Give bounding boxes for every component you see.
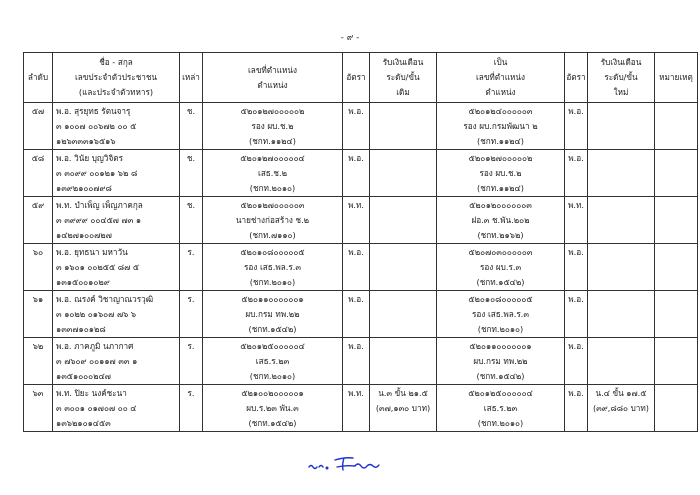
header-salary-new: รับเงินเดือน ระดับ/ขั้น ใหม่ (588, 53, 655, 103)
salary-old-cell: น.๓ ขั้น ๒๑.๕ (๓๗,๑๓๐ บาท) (370, 385, 437, 432)
rate-new-cell: พ.อ. (565, 291, 588, 338)
remark-cell (655, 244, 698, 291)
rate-new-cell: พ.ท. (565, 197, 588, 244)
new-position-code: (ชกท.๑๑๒๔) (477, 183, 524, 193)
new-position-cell (437, 150, 565, 197)
header-name: ชื่อ - สกุล เลขประจำตัวประชาชน (และประจำตัวทหาร) (53, 53, 180, 103)
header-salary-old: รับเงินเดือน ระดับ/ขั้น เดิม (370, 53, 437, 103)
rate-cell: พ.ท. (343, 197, 370, 244)
position-number: ๕๒๑๐๐๒๐๐๐๐๐๑ (241, 388, 304, 398)
table-row (24, 291, 698, 338)
corps-cell: ช. (180, 103, 203, 150)
table-row (24, 385, 698, 432)
table-row (24, 338, 698, 385)
citizen-id: ๓ ๓๐๙๙ ๐๐๑๒๑ ๖๒ ๘ (56, 168, 138, 178)
citizen-id: ๓ ๗๖๐๙ ๐๐๑๑๗ ๓๓ ๑ (56, 356, 138, 366)
rate-cell: พ.อ. (343, 291, 370, 338)
name-cell (53, 103, 180, 150)
new-position-number: ๕๒๐๑๒๔๐๐๐๐๐๓ (468, 106, 533, 116)
new-position-title: เสธ.ร.๒๓ (483, 403, 518, 413)
new-position-number: ๕๒๐๑๐๘๐๐๐๐๐๕ (468, 294, 533, 304)
corps-cell: ช. (180, 197, 203, 244)
new-position-title: ฝอ.๓ ช.พัน.๒๐๒ (471, 215, 530, 225)
salary-old-cell (370, 197, 437, 244)
position-title: รอง ผบ.ช.๒ (251, 121, 294, 131)
citizen-id: ๓ ๑๐๐๗ ๐๐๖๗๒ ๐๐ ๕ (56, 121, 137, 131)
table-row (24, 150, 698, 197)
rate-cell: พ.อ. (343, 103, 370, 150)
order-cell: ๖๐ (24, 244, 53, 291)
person-name: พ.ท. ปิยะ นงค์ชะนา (56, 388, 127, 398)
table-row (24, 103, 698, 150)
salary-new-cell (588, 103, 655, 150)
salary-new-cell (588, 338, 655, 385)
rate-new-cell: พ.อ. (565, 385, 588, 432)
order-cell: ๖๒ (24, 338, 53, 385)
name-cell (53, 291, 180, 338)
order-cell: ๖๑ (24, 291, 53, 338)
position-cell (203, 150, 343, 197)
military-id: ๑๒๖๓๓๓๑๖๕๑๖ (56, 136, 116, 146)
rate-cell: พ.อ. (343, 150, 370, 197)
military-id: ๑๓๓๗๑๐๑๒๘ (56, 324, 106, 334)
remark-cell (655, 291, 698, 338)
salary-old-cell (370, 150, 437, 197)
position-title: เสธ.ร.๒๓ (255, 356, 290, 366)
person-name: พ.อ. ณรงค์ วิชาญาณวรวุฒิ (56, 294, 154, 304)
new-position-code: (ชกท.๑๕๔๒) (476, 277, 525, 287)
position-title: ผบ.กรม ทพ.๒๒ (245, 309, 300, 319)
military-id: ๑๓๑๕๐๐๑๐๒๙ (56, 277, 110, 287)
salary-new-cell (588, 244, 655, 291)
name-cell (53, 197, 180, 244)
position-code: (ชกท.๑๕๔๒) (248, 418, 297, 428)
position-cell (203, 338, 343, 385)
position-number: ๕๒๐๑๒๗๐๐๐๐๐๓ (240, 200, 305, 210)
rate-cell: พ.ท. (343, 385, 370, 432)
position-code: (ชกท.๒๐๑๐) (249, 371, 296, 381)
citizen-id: ๓ ๓๐๐๑ ๐๑๗๐๗ ๐๐ ๔ (56, 403, 137, 413)
signature-icon (305, 452, 395, 474)
remark-cell (655, 385, 698, 432)
position-code: (ชกท.๑๕๔๒) (248, 324, 297, 334)
salary-old-cell (370, 338, 437, 385)
position-code: (ชกท.๑๑๒๔) (249, 136, 296, 146)
new-position-title: รอง ผบ.ช.๒ (479, 168, 522, 178)
position-code: (ชกท.๒๐๑๐) (249, 183, 296, 193)
position-code: (ชกท.๗๑๑๐) (249, 230, 296, 240)
rate-cell: พ.อ. (343, 244, 370, 291)
name-cell (53, 385, 180, 432)
new-position-number: ๕๒๐๑๑๐๐๐๐๐๐๑ (469, 341, 532, 351)
page-number: - ๙ - (340, 33, 360, 43)
order-cell: ๕๗ (24, 103, 53, 150)
new-position-code: (ชกท.๒๑๖๒) (477, 230, 524, 240)
rate-new-cell: พ.อ. (565, 150, 588, 197)
position-number: ๕๒๐๑๒๗๐๐๐๐๐๒ (240, 106, 305, 116)
new-position-cell (437, 291, 565, 338)
new-position-code: (ชกท.๒๐๑๐) (477, 418, 524, 428)
salary-new-cell (588, 291, 655, 338)
military-id: ๑๓๖๒๑๐๑๔๕๓ (56, 418, 111, 428)
position-cell (203, 197, 343, 244)
header-order: ลำดับ (24, 53, 53, 103)
header-remark: หมายเหตุ (655, 53, 698, 103)
new-position-cell (437, 385, 565, 432)
new-position-title: รอง ผบ.กรมพัฒนา ๒ (463, 121, 538, 131)
header-new-position: เป็น เลขที่ตำแหน่ง ตำแหน่ง (437, 53, 565, 103)
new-position-title: รอง เสธ.พล.ร.๓ (472, 309, 529, 319)
military-id: ๑๓๙๒๑๐๐๗๙๘ (56, 183, 112, 193)
position-code: (ชกท.๒๐๑๐) (249, 277, 296, 287)
new-position-cell (437, 338, 565, 385)
header-position: เลขที่ตำแหน่ง ตำแหน่ง (203, 53, 343, 103)
position-number: ๕๒๐๑๑๐๐๐๐๐๐๑ (241, 294, 304, 304)
rate-new-cell: พ.อ. (565, 103, 588, 150)
new-position-title: ผบ.กรม ทพ.๒๒ (473, 356, 528, 366)
salary-new-cell (588, 197, 655, 244)
person-name: พ.อ. ยุทธนา มหาวัน (56, 247, 128, 257)
rate-new-cell: พ.อ. (565, 338, 588, 385)
position-title: ผบ.ร.๒๓ พัน.๓ (246, 403, 299, 413)
military-id: ๑๓๕๑๐๐๐๒๔๗ (56, 371, 111, 381)
table-header-row (24, 53, 698, 103)
corps-cell: ช. (180, 150, 203, 197)
remark-cell (655, 338, 698, 385)
salary-new-cell (588, 150, 655, 197)
salary-old-cell (370, 244, 437, 291)
rate-cell: พ.อ. (343, 338, 370, 385)
new-position-number: ๕๒๐๗๐๓๐๐๐๐๐๓ (468, 247, 533, 257)
order-cell: ๕๘ (24, 150, 53, 197)
citizen-id: ๓ ๓๙๙๙ ๐๐๔๕๗ ๗๓ ๑ (56, 215, 142, 225)
new-position-cell (437, 244, 565, 291)
remark-cell (655, 197, 698, 244)
corps-cell: ร. (180, 385, 203, 432)
new-position-number: ๕๒๐๑๒๐๐๐๐๐๐๓ (469, 200, 532, 210)
corps-cell: ร. (180, 338, 203, 385)
person-name: พ.อ. วินัย บุญวิจิตร (56, 153, 123, 163)
new-position-code: (ชกท.๒๐๑๐) (477, 324, 524, 334)
corps-cell: ร. (180, 244, 203, 291)
new-position-number: ๕๒๐๑๒๕๐๐๐๐๐๔ (468, 388, 533, 398)
name-cell (53, 244, 180, 291)
person-name: พ.ท. บำเพ็ญ เพ็ญภาคกุล (56, 200, 143, 210)
position-cell (203, 244, 343, 291)
promotion-table (23, 52, 698, 432)
person-name: พ.อ. ภาคภูมิ นภากาศ (56, 341, 134, 351)
position-cell (203, 385, 343, 432)
citizen-id: ๓ ๑๐๒๒ ๐๑๖๐๗ ๗๖ ๖ (56, 309, 137, 319)
citizen-id: ๓ ๑๖๐๑ ๐๐๒๕๕ ๘๗ ๕ (56, 262, 140, 272)
new-position-code: (ชกท.๑๑๒๔) (477, 136, 524, 146)
salary-old-cell (370, 291, 437, 338)
position-cell (203, 103, 343, 150)
new-position-code: (ชกท.๑๕๔๒) (476, 371, 525, 381)
position-title: นายช่างก่อสร้าง ช.๒ (235, 215, 310, 225)
position-number: ๕๒๐๑๐๘๐๐๐๐๐๕ (240, 247, 305, 257)
header-corps: เหล่า (180, 53, 203, 103)
table-row (24, 197, 698, 244)
position-cell (203, 291, 343, 338)
remark-cell (655, 150, 698, 197)
corps-cell: ร. (180, 291, 203, 338)
new-position-cell (437, 103, 565, 150)
rate-new-cell: พ.อ. (565, 244, 588, 291)
new-position-cell (437, 197, 565, 244)
order-cell: ๖๓ (24, 385, 53, 432)
salary-old-cell (370, 103, 437, 150)
table-row (24, 244, 698, 291)
person-name: พ.อ. สุรยุทธ รัตนจารุ (56, 106, 131, 116)
order-cell: ๕๙ (24, 197, 53, 244)
salary-new-cell: น.๔ ขั้น ๑๗.๕ (๓๙,๘๘๐ บาท) (588, 385, 655, 432)
remark-cell (655, 103, 698, 150)
military-id: ๑๔๒๗๑๐๐๗๒๗ (56, 230, 112, 240)
position-number: ๕๒๐๑๒๕๐๐๐๐๐๔ (240, 341, 305, 351)
position-title: เสธ.ช.๒ (258, 168, 287, 178)
name-cell (53, 150, 180, 197)
header-rate: อัตรา (343, 53, 370, 103)
new-position-title: รอง ผบ.ร.๓ (479, 262, 522, 272)
name-cell (53, 338, 180, 385)
position-number: ๕๒๐๑๒๗๐๐๐๐๐๔ (240, 153, 305, 163)
position-title: รอง เสธ.พล.ร.๓ (244, 262, 301, 272)
new-position-number: ๕๒๐๑๒๗๐๐๐๐๐๒ (468, 153, 533, 163)
header-rate-new: อัตรา (565, 53, 588, 103)
